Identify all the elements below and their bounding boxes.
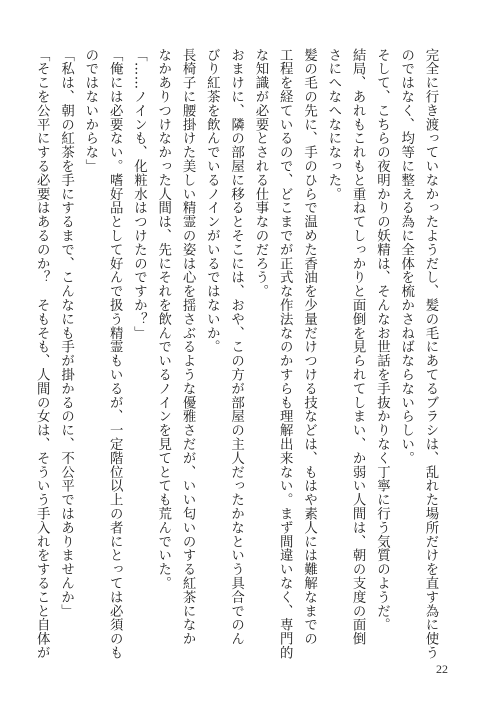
text-line: のではないからな」 <box>82 48 98 174</box>
text-line: 「そこを公平にする必要はあるのか？ そもそも、人間の女は、そういう手入れをすること自体が <box>34 48 50 660</box>
text-line: のではなく、均等に整える為に全体を梳かさねばならないらしい。 <box>398 48 414 465</box>
vertical-text-body <box>29 48 442 660</box>
text-line: さにへなへなになった。 <box>325 48 341 201</box>
text-line: 工程を経ているので、どこまでが正式な作法なのかすらも理解出来ない。まず間違いなく、専門的 <box>277 48 293 660</box>
text-line: 結局、あれもこれもと重ねてしっかりと面倒を見られてしまい、か弱い人間は、朝の支度の面倒 <box>350 48 366 646</box>
text-line: 「……ノインも、化粧水はつけたのですか？」 <box>131 48 147 340</box>
text-line: 「俺には必要ない。嗜好品として好んで扱う精霊もいるが、一定階位以上の者にとっては必須のも <box>107 48 123 660</box>
text-line: おまけに、隣の部屋に移るとそこには、おや、この方が部屋の主人だったかなという具合でのん <box>228 48 244 646</box>
text-line: な知識が必要とされる仕事なのだろう。 <box>252 48 268 299</box>
text-line: 髪の毛の先に、手のひらで温めた香油を少量だけつける技などは、もはや素人には難解なまでの <box>301 48 317 646</box>
text-line: なかありつけなかった人間は、先にそれを飲んでいるノインを見てとても荒んでいた。 <box>155 48 171 591</box>
text-line: 長椅子に腰掛けた美しい精霊の姿は心を揺さぶるような優雅さだが、いい匂いのする紅茶になか <box>180 48 196 646</box>
text-line: そして、こちらの夜明かりの妖精は、そんなお世話を手抜かりなく丁寧に行う気質のようだ。 <box>374 48 390 632</box>
text-line: びり紅茶を飲んでいるノインがいるではないか。 <box>204 48 220 354</box>
page-number: 22 <box>436 662 448 676</box>
text-line: 完全に行き渡っていなかったようだし、髪の毛にあてるブラシは、乱れた場所だけを直す為に使う <box>423 48 438 660</box>
text-line: 「私は、朝の紅茶を手にするまで、こんなにも手が掛かるのに、不公平ではありませんか」 <box>58 48 74 618</box>
